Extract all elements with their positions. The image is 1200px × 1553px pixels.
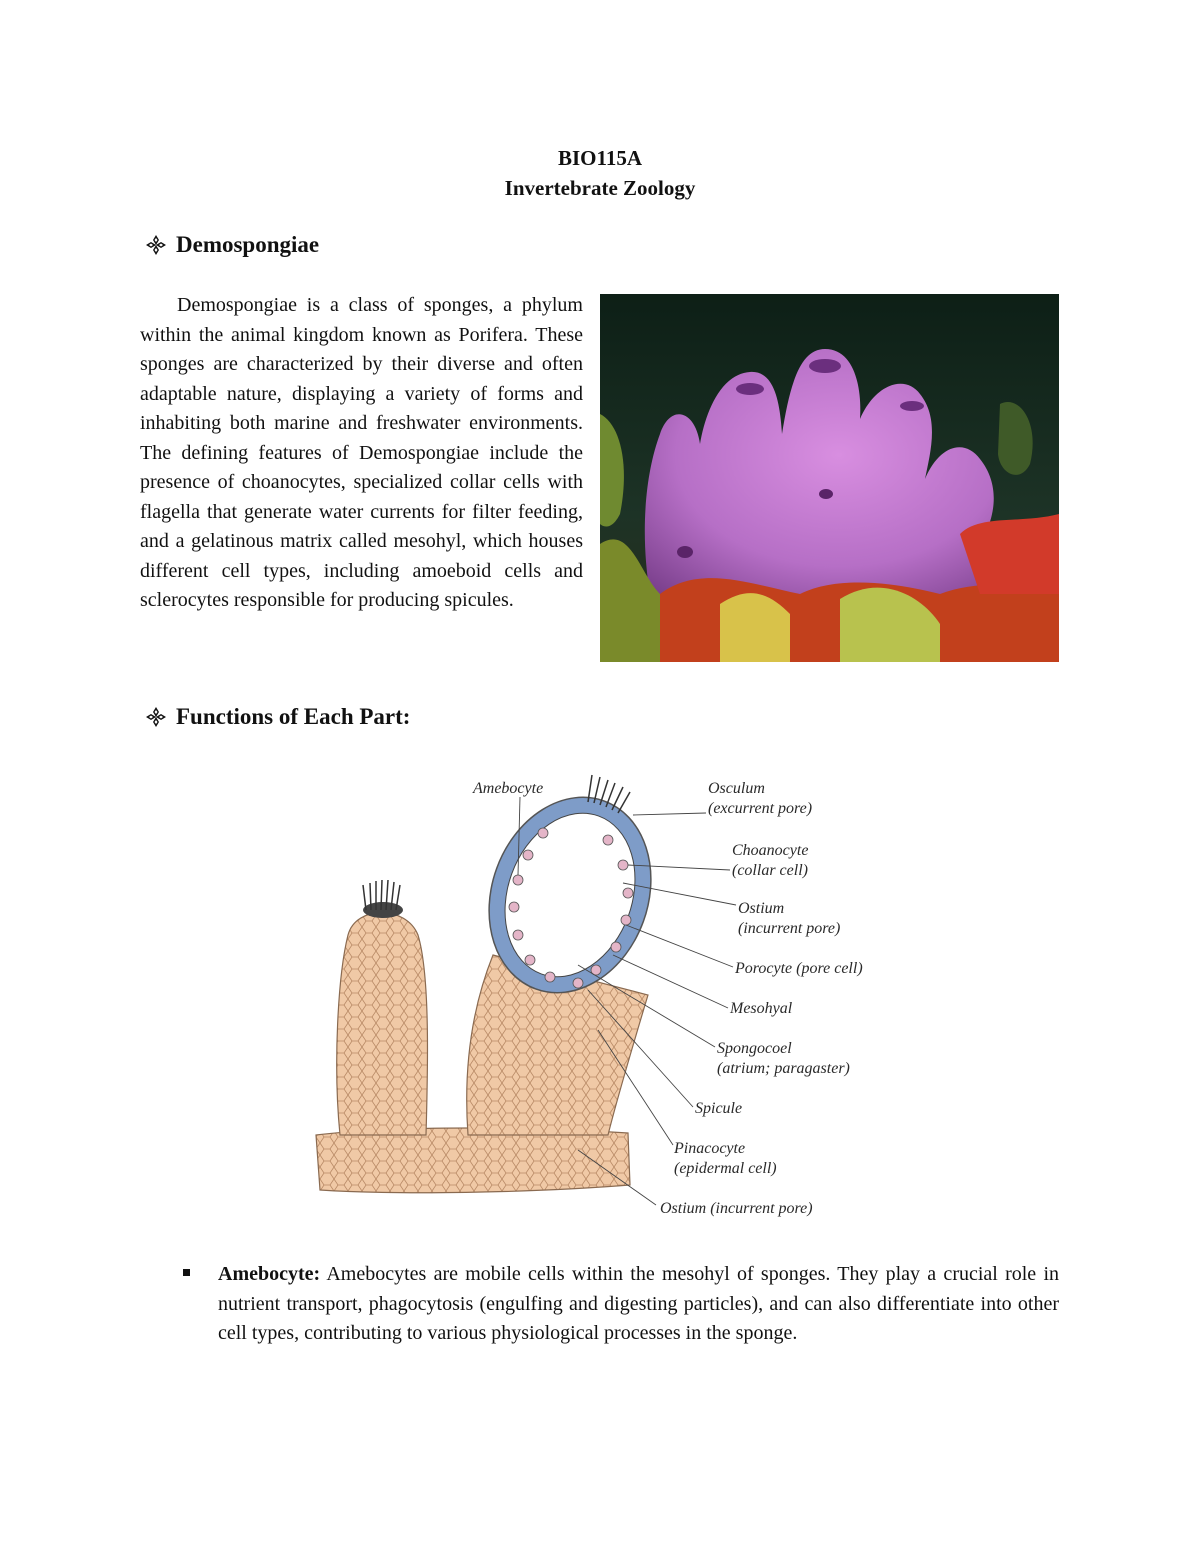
label-porocyte: Porocyte (pore cell): [735, 960, 863, 977]
label-pinacocyte-sub: (epidermal cell): [674, 1160, 777, 1177]
section-title: Functions of Each Part:: [176, 704, 411, 729]
purple-sponge-photo: [600, 294, 1059, 662]
bullet-text: Amebocytes are mobile cells within the mesohyl of sponges. They play a crucial role in nutrient transport, phagocytosis (engulfing and digesting particles), and can also differentiate into other cell types, contributing to various physiological processes in the sponge.: [218, 1263, 1059, 1344]
label-ostium-sub: (incurrent pore): [738, 920, 841, 937]
functions-list: [183, 1260, 1059, 1349]
course-title: Invertebrate Zoology: [504, 176, 696, 200]
section-title: Demospongiae: [176, 232, 320, 257]
label-amebocyte: Amebocyte: [473, 780, 544, 797]
sponge-anatomy-diagram: [278, 765, 918, 1247]
section-heading-demospongiae: [146, 232, 319, 258]
four-diamond-bullet-icon: [146, 707, 166, 727]
list-item: [183, 1260, 1059, 1349]
label-pinacocyte: Pinacocyte: [674, 1140, 746, 1157]
label-choanocyte: Choanocyte: [732, 842, 809, 859]
label-spongocoel-sub: (atrium; paragaster): [717, 1060, 850, 1077]
demospongiae-paragraph: Demospongiae is a class of sponges, a phylum within the animal kingdom known as Porifera. These sponges are characterized by their diverse and often adaptable nature, displaying a variety of forms and inhabiting both marine and freshwater environments. The defining features of Demospongiae include the presence of choanocytes, specialized collar cells with flagella that generate water currents for filter feeding, and a gelatinous matrix called mesohyl, which houses different cell types, including amoeboid cells and sclerocytes responsible for producing spicules.: [140, 294, 583, 611]
bullet-term: Amebocyte:: [218, 1263, 321, 1285]
label-ostium: Ostium: [738, 900, 785, 917]
square-bullet-icon: [183, 1269, 190, 1276]
label-mesohyal: Mesohyal: [730, 1000, 793, 1017]
four-diamond-bullet-icon: [146, 235, 166, 255]
label-spongocoel: Spongocoel: [717, 1040, 792, 1057]
label-osculum-sub: (excurrent pore): [708, 800, 813, 817]
label-ostium-bottom: Ostium (incurrent pore): [660, 1200, 813, 1217]
label-choanocyte-sub: (collar cell): [732, 862, 808, 879]
label-spicule: Spicule: [695, 1100, 743, 1117]
course-code: BIO115A: [557, 146, 643, 170]
label-osculum: Osculum: [708, 780, 765, 797]
section-heading-functions: [146, 704, 410, 730]
page-header: [0, 143, 1200, 203]
